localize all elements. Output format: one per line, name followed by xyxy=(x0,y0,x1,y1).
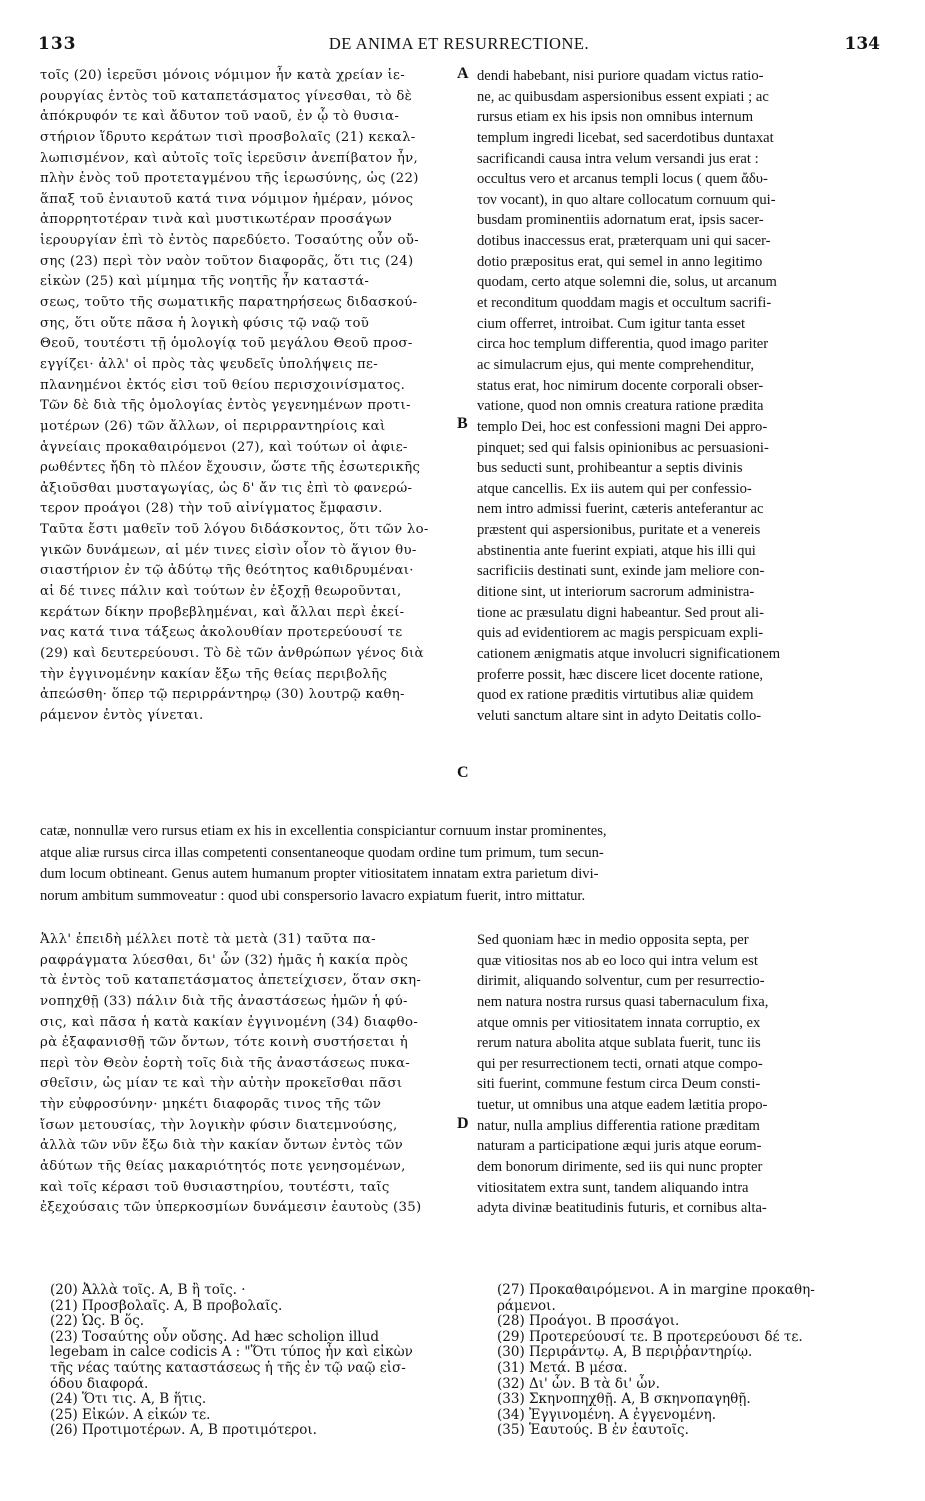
text-line: ἀπορρητοτέραν τινὰ καὶ μυστικωτέραν προσάγων xyxy=(40,212,393,228)
footnote-line: (25) Εἰκών. A εἰκών τε. xyxy=(50,1406,211,1423)
text-line: τὴν εὐφροσύνην· μηκέτι διαφορᾶς τινος τῆς τῶν xyxy=(40,1097,382,1113)
text-line: præstent qui aspersionibus, puritate et a venereis xyxy=(477,522,761,539)
text-line: Ταῦτα ἔστι μαθεῖν τοῦ λόγου διδάσκοντος, ὅτι τῶν λο- xyxy=(40,522,429,538)
text-line: ἀλλὰ τῶν νῦν ἔξω διὰ τὴν κακίαν ὄντων ἐντὸς τῶν xyxy=(40,1138,403,1154)
text-line: natur, nulla amplius differentia ratione præditam xyxy=(477,1117,760,1134)
text-line: ἁγνείαις προκαθαιρόμενοι (27), καὶ τούτων οἱ ἀφιε- xyxy=(40,439,408,455)
text-line: quis ad evidentiorem ac magis perspicuam expli- xyxy=(477,625,764,642)
text-line: Ἀλλ' ἐπειδὴ μέλλει ποτὲ τὰ μετὰ (31) ταῦτα πα- xyxy=(40,932,376,947)
footnote-line: (30) Περιράντῳ. A, B περιῤῥαντηρίῳ. xyxy=(497,1344,753,1361)
text-line: vatione, quod non omnis creatura ratione prædita xyxy=(477,398,764,415)
text-line: quod ex ratione præditis virtutibus aliæ quidem xyxy=(477,687,754,704)
text-line: ρουργίας ἐντὸς τοῦ καταπετάσματος γίνεσθαι, τὸ δὲ xyxy=(40,88,413,104)
greek-column-section-1 xyxy=(40,66,429,727)
latin-column-section-1 xyxy=(477,66,780,727)
text-line: σθεῖσιν, ὡς μίαν τε καὶ τὴν αὐτὴν προκεῖσθαι πᾶσι xyxy=(40,1076,403,1092)
text-line: ἀπεώσθη· ὅπερ τῷ περιρράντηρῳ (30) λουτρῷ καθη- xyxy=(40,687,405,703)
footnote-line: (28) Προάγοι. B προσάγοι. xyxy=(497,1313,680,1330)
footnote-line: (23) Τοσαύτης οὖν οὔσης. Ad hæc scholion illud xyxy=(50,1328,379,1345)
page-number-left: 133 xyxy=(38,34,77,54)
text-line: αἱ δέ τινες πάλιν καὶ τούτων ἐν ἐξοχῇ θεωροῦνται, xyxy=(40,584,402,600)
text-line: νας κατά τινα τάξεως ἀκολουθίαν προτερεύουσί τε xyxy=(40,625,403,641)
footnote-line: (22) Ὡς. B ὅς. xyxy=(50,1313,145,1330)
text-line: νοπηχθῇ (33) πάλιν διὰ τῆς ἀναστάσεως ἡμῶν ἡ φύ- xyxy=(40,993,408,1009)
text-line: quodam, certo atque solemni die, solus, ut arcanum xyxy=(477,274,777,291)
text-line: occultus vero et arcanus templi locus ( quem ἄδυ- xyxy=(477,171,768,188)
text-line: ne, ac quibusdam aspersionibus essent expiati ; ac xyxy=(477,88,769,105)
latin-column-section-2 xyxy=(477,930,768,1219)
text-line: rerum natura abolita atque sublata fuerit, tunc iis xyxy=(477,1035,761,1052)
text-line: καὶ τοῖς κέρασι τοῦ θυσιαστηρίου, τουτέστι, ταῖς xyxy=(40,1179,390,1195)
text-line: (29) καὶ δευτερεύουσι. Τὸ δὲ τῶν ἀνθρώπων γένος διὰ xyxy=(40,645,424,661)
text-line: sacrificandi causa intra velum versandi jus erat : xyxy=(477,150,759,167)
page-header xyxy=(38,34,880,58)
text-line: rursus etiam ex his ipsis non omnibus internum xyxy=(477,109,754,126)
text-line: λωπισμένον, καὶ αὐτοῖς τοῖς ἱερεῦσιν ἀνεπίβατον ἦν, xyxy=(40,150,419,166)
text-line: εγγίζει· ἀλλ' οἱ πρὸς τὰς ψευδεῖς ὑπολήψεις πε- xyxy=(40,356,378,372)
text-line: ἀξιοῦσθαι μυσταγωγίας, ὡς δ' ἄν τις ἐπὶ τὸ φανερώ- xyxy=(40,480,413,496)
text-line: εἰκὼν (25) καὶ μίμημα τῆς νοητῆς ἦν καταστά- xyxy=(40,274,370,290)
text-line: tuetur, ut omnibus una atque eadem lætitia propo- xyxy=(477,1097,768,1114)
text-line: et reconditum quoddam magis et occultum sacrifi- xyxy=(477,295,772,312)
margin-marker-c: C xyxy=(457,764,469,781)
margin-marker-d: D xyxy=(457,1115,469,1132)
text-line: qui per resurrectionem tecti, ornati atque compo- xyxy=(477,1055,763,1072)
text-line: sacrificiis destinati sunt, exinde jam meliore con- xyxy=(477,563,765,580)
text-line: Τῶν δὲ διὰ τῆς ὁμολογίας ἐντὸς γεγενημένων προτι- xyxy=(40,398,411,414)
text-line: proferre possit, hæc discere licet docente ratione, xyxy=(477,666,764,683)
text-line: naturam a participatione æqui juris atque eorum- xyxy=(477,1138,762,1155)
text-line: πλὴν ἑνὸς τοῦ προτεταγμένου τῆς ἱερωσύνης, ὡς (22) xyxy=(40,171,419,187)
text-line: ἅπαξ τοῦ ἐνιαυτοῦ κατά τινα νόμιμον ἡμέραν, μόνος xyxy=(40,191,414,207)
footnote-line: (35) Ἑαυτούς. B ἐν ἑαυτοῖς. xyxy=(497,1422,689,1439)
footnote-line: (24) Ὅτι τις. A, B ἥτις. xyxy=(50,1391,207,1408)
text-line: μοτέρων (26) τῶν ἄλλων, οἱ περιρραντηρίοις καὶ xyxy=(40,418,386,434)
footnote-line: (34) Ἐγγινομένη. A ἐγγενομένη. xyxy=(497,1406,717,1423)
text-line: τερον προάγοι (28) τὴν τοῦ αἰνίγματος ἔμφασιν. xyxy=(40,501,383,517)
text-line: dendi habebant, nisi puriore quadam victus ratio- xyxy=(477,68,764,84)
text-line: περὶ τὸν Θεὸν ἑορτὴ τοῖς διὰ τῆς ἀναστάσεως πυκα- xyxy=(40,1055,411,1071)
text-line: abstinentia ante fuerint expiati, atque his illi qui xyxy=(477,542,756,559)
page-number-right: 134 xyxy=(844,34,880,54)
text-line: ac simulacrum ejus, qui mente comprehenditur, xyxy=(477,356,755,373)
text-line: norum ambitum summoveatur : quod ubi conspersorio lavacro expiatum fuerit, intro mittatur. xyxy=(40,887,586,904)
text-line: tione ac præsulatu digni habeantur. Sed prout ali- xyxy=(477,604,764,621)
text-line: σης (23) περὶ τὸν ναὸν τοῦτον διαφορᾶς, ὅτι τις (24) xyxy=(40,253,414,269)
text-line: σις, καὶ πᾶσα ἡ κατὰ κακίαν ἐγγινομένη (34) διαφθο- xyxy=(40,1014,419,1030)
text-line: τὰ ἐντὸς τοῦ καταπετάσματος ἀπετείχισεν, ὅταν σκη- xyxy=(40,973,422,989)
footnote-line: (20) Ἀλλὰ τοῖς. A, B ἢ τοῖς. · xyxy=(50,1282,246,1298)
text-line: τοῖς (20) ἱερεῦσι μόνοις νόμιμον ἦν κατὰ χρείαν ἱε- xyxy=(40,68,405,83)
text-line: catæ, nonnullæ vero rursus etiam ex his in excellentia conspiciantur cornuum instar prominentes, xyxy=(40,823,607,839)
text-line: quæ vitiositas nos ab eo loco qui intra velum est xyxy=(477,952,758,969)
text-line: γικῶν δυνάμεων, αἱ μέν τινες εἰσὶν οἷον τὸ ἅγιον θυ- xyxy=(40,542,417,558)
margin-marker-b: B xyxy=(457,415,468,432)
text-line: templum ingredi licebat, sed sacerdotibus duntaxat xyxy=(477,129,774,146)
text-line: ρὰ ἐξαφανισθῇ τῶν ὄντων, τότε κοινὴ συστήσεται ἡ xyxy=(40,1035,408,1051)
text-line: cium offerret, introibat. Cum igitur tanta esset xyxy=(477,315,746,332)
text-line: τον vocant), in quo altare collocatum cornuum qui- xyxy=(477,191,776,208)
margin-marker-a: A xyxy=(457,65,469,82)
text-line: dotibus inaccessus erat, præterquam uni qui sacer- xyxy=(477,233,771,250)
text-line: τὴν ἐγγινομένην κακίαν ἔξω τῆς θείας περιβολῆς xyxy=(40,666,388,682)
text-line: ἴσων μετουσίας, τὴν λογικὴν φύσιν διατεμνούσης, xyxy=(40,1117,398,1133)
text-line: ἱερουργίαν ἐπὶ τὸ ἐντὸς παρεδύετο. Τοσαύτης οὖν οὔ- xyxy=(40,233,419,249)
text-line: siti fuerint, commune festum circa Deum consti- xyxy=(477,1076,761,1093)
text-line: circa hoc templum differentia, quod imago pariter xyxy=(477,336,769,353)
footnote-line: (33) Σκηνοπηχθῇ. A, B σκηνοπαγηθῇ. xyxy=(497,1391,751,1408)
text-line: bus seducti sunt, prohibeantur a septis divinis xyxy=(477,460,743,477)
footnote-line: ράμενοι. xyxy=(497,1297,556,1314)
footnote-line: (26) Προτιμοτέρων. A, B προτιμότεροι. xyxy=(50,1422,317,1439)
text-line: adyta divinæ beatitudinis futuris, et cornibus alta- xyxy=(477,1200,767,1217)
text-line: στήριον ἵδρυτο κεράτων τισὶ προσβολαῖς (21) κεκαλ- xyxy=(40,129,416,145)
footnote-line: (32) Δι' ὧν. B τὰ δι' ὧν. xyxy=(497,1375,660,1392)
text-line: atque omnis per vitiositatem innata corruptio, ex xyxy=(477,1014,761,1031)
text-line: πλανημένοι ἐκτός εἰσι τοῦ θείου περισχοινίσματος. xyxy=(40,377,406,393)
footnotes-left xyxy=(50,1283,413,1439)
text-line: busdam prominentiis adornatum erat, ipsis sacer- xyxy=(477,212,764,229)
text-line: σιαστήριον ἐν τῷ ἀδύτῳ τῆς θεότητος καθιδρυμέναι· xyxy=(40,563,414,579)
text-line: ἀδύτων τῆς θείας μακαριότητός ποτε γενησομένων, xyxy=(40,1159,406,1175)
text-line: dirimit, aliquando solventur, cum per resurrectio- xyxy=(477,973,765,990)
footnotes-right xyxy=(497,1283,815,1439)
text-line: ἐξεχούσαις τῶν ὑπερκοσμίων δυνάμεσιν ἑαυτοὺς (35) xyxy=(40,1200,422,1216)
text-line: vitiositatem extra sunt, tandem aliquando intra xyxy=(477,1179,749,1196)
footnote-line: (27) Προκαθαιρόμενοι. A in margine προκαθη- xyxy=(497,1282,815,1298)
text-line: dem bonorum dirimente, sed iis qui nunc propter xyxy=(477,1159,763,1176)
footnote-line: (21) Προσβολαῖς. A, B προβολαῖς. xyxy=(50,1297,283,1314)
text-line: templo Dei, hoc est confessioni magni Dei appro- xyxy=(477,418,768,435)
text-line: ραφράγματα λύεσθαι, δι' ὧν (32) ἡμᾶς ἡ κακία πρὸς xyxy=(40,952,409,968)
greek-column-section-2 xyxy=(40,930,421,1219)
running-title: DE ANIMA ET RESURRECTIONE. xyxy=(328,34,590,53)
text-line: status erat, hoc nimirum docente corporali obser- xyxy=(477,377,764,394)
latin-full-width-text xyxy=(40,821,607,907)
text-line: ἀπόκρυφόν τε καὶ ἄδυτον τοῦ ναοῦ, ἐν ᾧ τὸ θυσια- xyxy=(40,109,400,125)
text-line: dum locum obtineant. Genus autem humanum propter vitiositatem innatam extra parietum divi- xyxy=(40,866,599,883)
text-line: σης, ὅτι οὔτε πᾶσα ἡ λογικὴ φύσις τῷ ναῷ τοῦ xyxy=(40,315,370,331)
text-line: atque cancellis. Ex iis autem qui per confessio- xyxy=(477,480,752,497)
text-line: nem intro admissi fuerint, cæteris anteferantur ac xyxy=(477,501,764,518)
text-line: atque aliæ rursus circa illas competenti consentaneoque quodam ordine tum primum, tum secun- xyxy=(40,844,604,861)
footnote-line: τῆς νέας ταύτης καταστάσεως ἡ τῆς ἐν τῷ ναῷ εἰσ- xyxy=(50,1359,406,1376)
footnote-line: (31) Μετά. B μέσα. xyxy=(497,1359,628,1376)
text-line: σεως, τοῦτο τῆς σωματικῆς παρατηρήσεως διδασκού- xyxy=(40,295,418,311)
text-line: pinquet; sed qui falsis opinionibus ac persuasioni- xyxy=(477,439,769,456)
text-line: Θεοῦ, τουτέστι τῇ ὁμολογίᾳ τοῦ μεγάλου Θεοῦ προσ- xyxy=(40,336,413,352)
footnote-line: (29) Προτερεύουσί τε. B προτερεύουσι δέ τε. xyxy=(497,1328,803,1345)
text-line: dotio præpositus erat, qui semel in anno legitimo xyxy=(477,253,763,270)
footnote-line: legebam in calce codicis A : "Ὅτι τύπος ἦν καὶ εἰκὼν xyxy=(50,1344,413,1361)
text-line: ράμενον ἐντὸς γίνεται. xyxy=(40,707,204,723)
text-line: ditione sint, ut interiorum sacrorum administra- xyxy=(477,584,755,601)
text-line: nem natura nostra rursus quasi tabernaculum fixa, xyxy=(477,993,769,1010)
text-line: ρωθέντες ἤδη τὸ πλέον ἔχουσιν, ὥστε τῆς ἐσωτερικῆς xyxy=(40,460,421,476)
text-line: cationem ænigmatis atque involucri significationem xyxy=(477,645,781,662)
footnote-line: όδου διαφορά. xyxy=(50,1375,149,1392)
text-line: Sed quoniam hæc in medio opposita septa, per xyxy=(477,932,749,948)
text-line: κεράτων δίκην προβεβλημέναι, καὶ ἄλλαι περὶ ἐκεί- xyxy=(40,604,405,620)
text-line: veluti sanctum altare sint in adyto Deitatis collo- xyxy=(477,707,762,724)
